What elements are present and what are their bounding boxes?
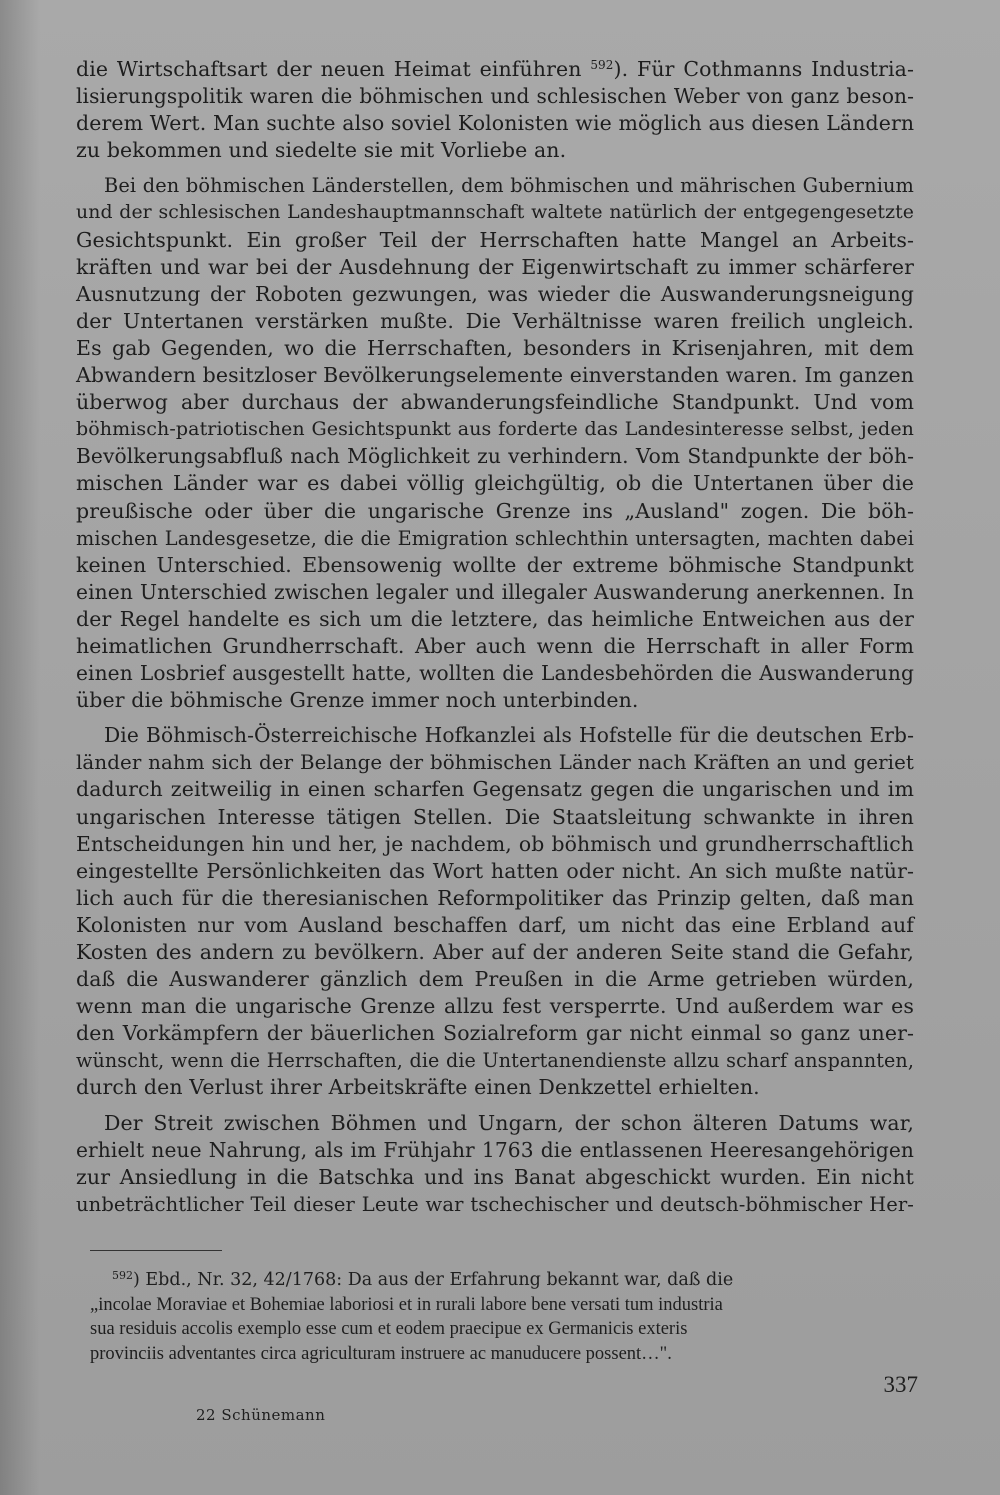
text-line: über die böhmische Grenze immer noch unterbinden. — [76, 688, 639, 713]
footnote-reference: 592 — [590, 58, 614, 72]
text-line: dadurch zeitweilig in einen scharfen Gegensatz gegen die ungarischen und im — [76, 777, 914, 802]
footnote-line: sua residuis accolis exemplo esse cum et eodem praecipue ex Germanicis exteris — [90, 1319, 688, 1339]
paragraph-1 — [76, 52, 914, 164]
text-line: kräften und war bei der Ausdehnung der Eigenwirtschaft zu immer schärferer — [76, 254, 914, 279]
text-line: unbeträchtlicher Teil dieser Leute war tschechischer und deutsch-böhmischer Her- — [76, 1192, 914, 1216]
text-line: einen Unterschied zwischen legaler und illegaler Auswanderung anerkennen. In — [76, 579, 914, 604]
text-line: derem Wert. Man suchte also soviel Kolonisten wie möglich aus diesen Ländern — [76, 111, 915, 136]
text-line: Abwandern besitzloser Bevölkerungselemente einverstanden waren. Im ganzen — [76, 363, 914, 388]
text-line: den Vorkämpfern der bäuerlichen Sozialreform gar nicht einmal so ganz uner- — [76, 1021, 914, 1046]
body-text — [76, 52, 914, 1226]
footnote-mark: 592 — [112, 1269, 133, 1282]
text-line: überwog aber durchaus der abwanderungsfeindliche Standpunkt. Und vom — [76, 390, 914, 415]
paragraph-2 — [76, 172, 914, 714]
text-line: lich auch für die theresianischen Reformpolitiker das Prinzip gelten, daß man — [76, 885, 914, 910]
text-line: einen Losbrief ausgestellt hatte, wollten die Landesbehörden die Auswanderung — [76, 661, 914, 686]
footnote — [90, 1264, 916, 1366]
footnote-line: provinciis adventantes circa agriculturam instruere ac manuducere possent…". — [90, 1343, 672, 1364]
text-line: eingestellte Persönlichkeiten das Wort hatten oder nicht. An sich mußte natür- — [76, 858, 914, 883]
paragraph-4 — [76, 1110, 914, 1218]
text-line: zur Ansiedlung in die Batschka und ins Banat abgeschickt wurden. Ein nicht — [76, 1164, 914, 1189]
text-line: mischen Landesgesetze, die die Emigration schlechthin untersagten, machten dabei — [76, 526, 914, 550]
text-line: Bei den böhmischen Länderstellen, dem böhmischen und mährischen Gubernium — [104, 174, 914, 198]
text-line: keinen Unterschied. Ebensowenig wollte der extreme böhmische Standpunkt — [76, 552, 914, 577]
text-line: die Wirtschaftsart der neuen Heimat einführen $^{592}$). Für Cothmanns Industria- — [76, 57, 914, 81]
footnote-line: „incolae Moraviae et Bohemiae laboriosi et in rurali labore bene versati tum industria — [90, 1294, 723, 1315]
printer-signature: 22 Schünemann — [196, 1406, 326, 1424]
text-line: Entscheidungen hin und her, je nachdem, ob böhmisch und grundherrschaftlich — [76, 831, 914, 856]
text-line: mischen Länder war es dabei völlig gleichgültig, ob die Untertanen über die — [76, 471, 914, 496]
text-line: der Regel handelte es sich um die letztere, das heimliche Entweichen aus der — [76, 606, 914, 631]
text-line: durch den Verlust ihrer Arbeitskräfte einen Denkzettel erhielten. — [76, 1075, 760, 1100]
text-line: heimatlichen Grundherrschaft. Aber auch wenn die Herrschaft in aller Form — [76, 633, 914, 658]
text-line: der Untertanen verstärken mußte. Die Verhältnisse waren freilich ungleich. — [76, 308, 914, 333]
text-line: preußische oder über die ungarische Grenze ins „Ausland" zogen. Die böh- — [76, 498, 914, 523]
footnote-line: $^{592}$) Ebd., Nr. 32, 42/1768: Da aus der Erfahrung bekannt war, daß die — [112, 1269, 734, 1290]
text-line: Gesichtspunkt. Ein großer Teil der Herrschaften hatte Mangel an Arbeits- — [76, 227, 914, 252]
text-line: Kosten des andern zu bevölkern. Aber auf der anderen Seite stand die Gefahr, — [76, 940, 914, 964]
text-line: länder nahm sich der Belange der böhmischen Länder nach Kräften an und geriet — [76, 751, 914, 775]
text-line: Bevölkerungsabfluß nach Möglichkeit zu verhindern. Vom Standpunkte der böh- — [76, 444, 914, 469]
text-line: Ausnutzung der Roboten gezwungen, was wieder die Auswanderungsneigung — [76, 281, 914, 306]
text-line: lisierungspolitik waren die böhmischen und schlesischen Weber von ganz beson- — [76, 84, 914, 109]
text-line: böhmisch-patriotischen Gesichtspunkt aus forderte das Landesinteresse selbst, jeden — [76, 418, 914, 441]
text-line: wünscht, wenn die Herrschaften, die die Untertanendienste allzu scharf anspannten, — [76, 1049, 914, 1073]
text-line: erhielt neue Nahrung, als im Frühjahr 1763 die entlassenen Heeresangehörigen — [76, 1137, 914, 1162]
text-line: Kolonisten nur vom Ausland beschaffen darf, um nicht das eine Erbland auf — [76, 912, 914, 937]
text-line: daß die Auswanderer gänzlich dem Preußen in die Arme getrieben würden, — [76, 967, 914, 992]
footnote-divider — [90, 1250, 222, 1251]
text-line: und der schlesischen Landeshauptmannschaft waltete natürlich der entgegengesetzte — [76, 202, 914, 224]
text-line: wenn man die ungarische Grenze allzu fest versperrte. Und außerdem war es — [76, 994, 914, 1019]
text-line: Die Böhmisch-Österreichische Hofkanzlei als Hofstelle für die deutschen Erb- — [104, 723, 914, 748]
text-line: ungarischen Interesse tätigen Stellen. Die Staatsleitung schwankte in ihren — [76, 804, 914, 829]
text-line: Es gab Gegenden, wo die Herrschaften, besonders in Krisenjahren, mit dem — [76, 335, 914, 360]
text-line: zu bekommen und siedelte sie mit Vorliebe an. — [76, 138, 567, 163]
page-number: 337 — [883, 1372, 918, 1397]
text-line: Der Streit zwischen Böhmen und Ungarn, der schon älteren Datums war, — [104, 1110, 914, 1135]
paragraph-3 — [76, 722, 914, 1101]
